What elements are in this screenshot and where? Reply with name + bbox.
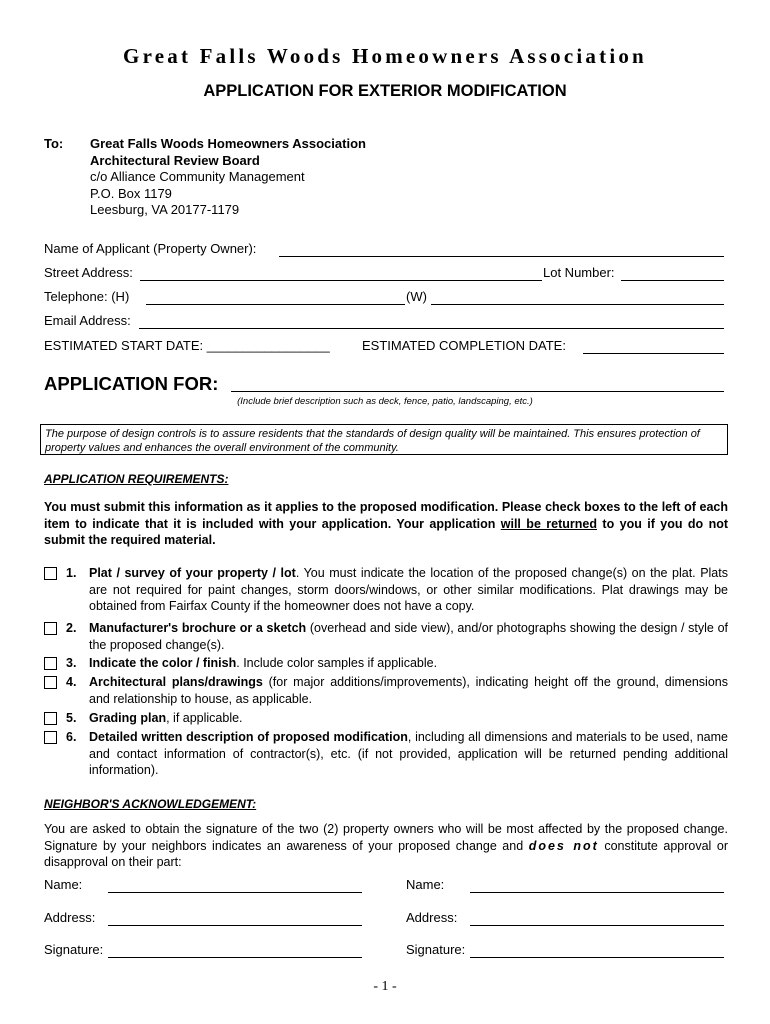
requirement-lead-3: Indicate the color / finish bbox=[89, 656, 237, 670]
requirements-heading-colon: : bbox=[224, 472, 229, 486]
requirement-text-6: , including all dimensions and materials to be used, name and contact information of contractor(s), etc. (if not provided, application will be returned pending additional information). bbox=[89, 730, 728, 777]
recipient-line-2: Architectural Review Board bbox=[90, 152, 260, 168]
neighbor-1-signature-label: Signature: bbox=[44, 942, 104, 957]
requirement-lead-5: Grading plan bbox=[89, 711, 167, 725]
requirement-text-1: . You must indicate the location of the proposed change(s) on the plat. Plats are not required for paint changes, storm doors/windows, or other similar modifications. Plat drawings may be obtained from Fairfax County if the homeowner does not have a copy. bbox=[89, 566, 728, 613]
email-label: Email Address: bbox=[44, 313, 131, 328]
lot-number-line[interactable] bbox=[621, 280, 724, 281]
neighbor-1-signature-line[interactable] bbox=[108, 957, 362, 958]
requirement-text-3: . Include color samples if applicable. bbox=[236, 656, 438, 670]
requirement-number-2: 2. bbox=[66, 621, 77, 635]
completion-date-label: ESTIMATED COMPLETION DATE: bbox=[362, 338, 566, 353]
requirement-lead-1: Plat / survey of your property / lot bbox=[89, 566, 296, 580]
requirements-heading bbox=[44, 472, 228, 486]
requirements-heading-text: APPLICATION REQUIREMENTS bbox=[44, 472, 225, 486]
telephone-work-line[interactable] bbox=[431, 304, 724, 305]
recipient-line-4: P.O. Box 1179 bbox=[90, 185, 172, 201]
requirement-number-1: 1. bbox=[66, 566, 77, 580]
requirement-item-6 bbox=[44, 729, 728, 779]
requirement-lead-2: Manufacturer's brochure or a sketch bbox=[89, 621, 307, 635]
start-date-label bbox=[44, 338, 330, 353]
requirement-text-5: , if applicable. bbox=[166, 711, 243, 725]
neighbor-text bbox=[44, 821, 728, 871]
requirement-lead-4: Architectural plans/drawings bbox=[89, 675, 263, 689]
telephone-home-line[interactable] bbox=[146, 304, 405, 305]
association-title: Great Falls Woods Homeowners Association bbox=[123, 44, 647, 68]
neighbor-2-signature-label: Signature: bbox=[406, 942, 466, 957]
neighbor-2-address-line[interactable] bbox=[470, 925, 724, 926]
neighbor-text-emphasis: does not bbox=[528, 838, 599, 853]
neighbor-2-name-line[interactable] bbox=[470, 892, 724, 893]
street-address-label: Street Address: bbox=[44, 265, 133, 280]
lot-number-label: Lot Number: bbox=[543, 265, 615, 280]
recipient-line-1: Great Falls Woods Homeowners Association bbox=[90, 136, 366, 151]
requirement-item-3 bbox=[44, 655, 728, 672]
application-for-hint: (Include brief description such as deck, fence, patio, landscaping, etc.) bbox=[237, 396, 533, 407]
requirement-checkbox-4[interactable] bbox=[44, 676, 57, 689]
requirement-checkbox-3[interactable] bbox=[44, 657, 57, 670]
requirements-intro bbox=[44, 499, 728, 549]
telephone-home-label: Telephone: (H) bbox=[44, 289, 130, 304]
neighbor-2-signature-line[interactable] bbox=[470, 957, 724, 958]
requirement-number-6: 6. bbox=[66, 730, 77, 744]
to-label: To: bbox=[44, 136, 64, 151]
neighbor-2-name-label: Name: bbox=[406, 877, 445, 892]
application-for-label: APPLICATION FOR: bbox=[44, 373, 219, 394]
start-date-blank[interactable]: _________________ bbox=[206, 338, 330, 353]
requirement-number-5: 5. bbox=[66, 711, 77, 725]
requirement-checkbox-5[interactable] bbox=[44, 712, 57, 725]
start-date-text: ESTIMATED START DATE: bbox=[44, 338, 204, 353]
requirement-number-3: 3. bbox=[66, 656, 77, 670]
neighbor-2-address-label: Address: bbox=[406, 910, 458, 925]
purpose-note: The purpose of design controls is to assure residents that the standards of design quality will be maintained. This ensures protection of property values and enhances the overall environment of the community. bbox=[40, 424, 728, 455]
requirements-intro-underlined: will be returned bbox=[500, 516, 598, 531]
neighbor-1-name-line[interactable] bbox=[108, 892, 362, 893]
requirement-checkbox-6[interactable] bbox=[44, 731, 57, 744]
requirement-text-4: (for major additions/improvements), indicating height off the ground, dimensions and relationship to house, as applicable. bbox=[89, 675, 728, 706]
applicant-name-label: Name of Applicant (Property Owner): bbox=[44, 241, 257, 256]
neighbor-heading: NEIGHBOR'S ACKNOWLEDGEMENT: bbox=[44, 797, 257, 811]
recipient-line-3: c/o Alliance Community Management bbox=[90, 169, 305, 184]
applicant-name-line[interactable] bbox=[279, 256, 724, 257]
requirement-item-4 bbox=[44, 674, 728, 707]
requirement-checkbox-2[interactable] bbox=[44, 622, 57, 635]
neighbor-1-address-line[interactable] bbox=[108, 925, 362, 926]
requirement-item-2 bbox=[44, 620, 728, 653]
requirement-text-2: (overhead and side view), and/or photographs showing the design / style of the proposed change(s). bbox=[89, 621, 728, 652]
requirement-item-1 bbox=[44, 565, 728, 615]
recipient-line-5: Leesburg, VA 20177-1179 bbox=[90, 202, 240, 217]
requirements-intro-before: You must submit this information as it applies to the proposed modification. Please check boxes to the left of each item to indicate that it is included with your application. Your application bbox=[44, 500, 728, 531]
neighbor-text-after: constitute approval or disapproval on their part: bbox=[44, 838, 728, 869]
requirement-checkbox-1[interactable] bbox=[44, 567, 57, 580]
page-number: - 1 - bbox=[373, 979, 397, 994]
requirement-item-5 bbox=[44, 710, 728, 727]
requirements-intro-after: to you if you do not submit the required material. bbox=[44, 516, 729, 547]
application-for-line[interactable] bbox=[231, 391, 724, 392]
requirement-number-4: 4. bbox=[66, 675, 77, 689]
neighbor-1-name-label: Name: bbox=[44, 877, 83, 892]
telephone-work-label: (W) bbox=[406, 289, 427, 304]
neighbor-1-address-label: Address: bbox=[44, 910, 96, 925]
email-line[interactable] bbox=[139, 328, 724, 329]
completion-date-line[interactable] bbox=[583, 353, 724, 354]
neighbor-text-before: You are asked to obtain the signature of the two (2) property owners who will be most affected by the proposed change. Signature by your neighbors indicates an awareness of your proposed change and bbox=[44, 822, 728, 853]
requirement-lead-6: Detailed written description of proposed modification bbox=[89, 730, 408, 744]
street-address-line[interactable] bbox=[140, 280, 542, 281]
recipient-address bbox=[90, 136, 366, 219]
form-title: APPLICATION FOR EXTERIOR MODIFICATION bbox=[203, 82, 567, 100]
